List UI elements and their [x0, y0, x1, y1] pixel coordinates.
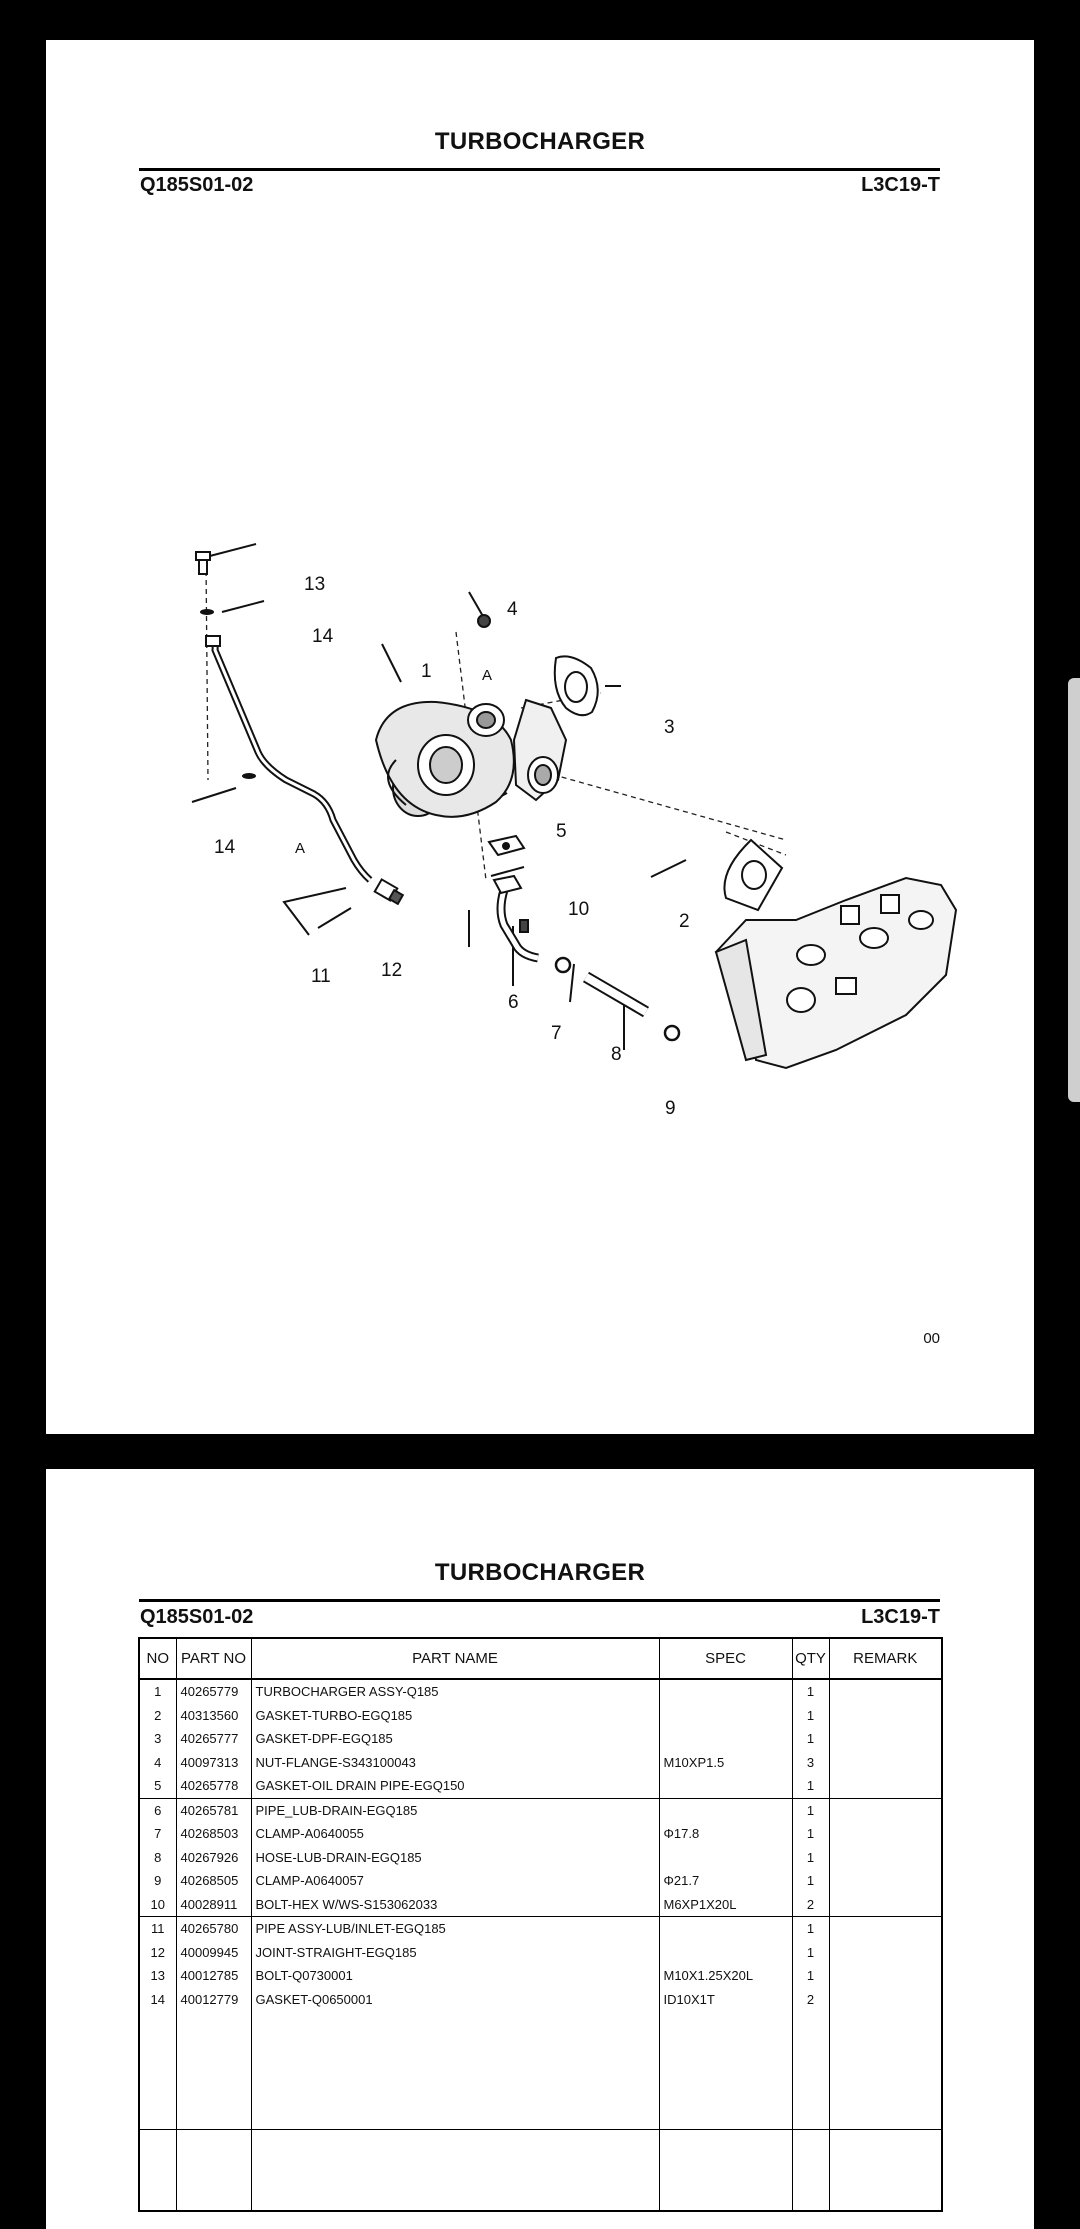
cell-remark — [829, 1893, 942, 1917]
cell-spec: M6XP1X20L — [659, 1893, 792, 1917]
cell-part-no: 40028911 — [176, 1893, 251, 1917]
cell-part-no: 40313560 — [176, 1704, 251, 1728]
cell-remark — [829, 1964, 942, 1988]
cell-remark — [829, 1774, 942, 1798]
cell-remark — [829, 1869, 942, 1893]
cell-part-no: 40265778 — [176, 1774, 251, 1798]
cell-empty — [176, 2130, 251, 2212]
cell-no: 8 — [139, 1846, 176, 1870]
cell-empty — [792, 2130, 829, 2212]
callout-8: 8 — [611, 1044, 622, 1065]
page-title: TURBOCHARGER — [434, 1559, 646, 1586]
cell-remark — [829, 1704, 942, 1728]
leader-line — [469, 592, 484, 618]
cell-qty: 1 — [792, 1846, 829, 1870]
cell-part-name: CLAMP-A0640055 — [251, 1822, 659, 1846]
callout-13: 13 — [304, 574, 326, 595]
gasket-turbo-hole — [742, 861, 766, 889]
cell-no: 6 — [139, 1798, 176, 1822]
cell-no: 2 — [139, 1704, 176, 1728]
cell-no: 5 — [139, 1774, 176, 1798]
hose-8-inner — [586, 977, 646, 1012]
cell-empty — [251, 2130, 659, 2212]
cell-qty: 1 — [792, 1941, 829, 1965]
cell-part-no: 40268505 — [176, 1869, 251, 1893]
table-row — [139, 1774, 942, 1798]
nut-4 — [478, 615, 490, 627]
cell-part-name: BOLT-Q0730001 — [251, 1964, 659, 1988]
callout-14b: 14 — [214, 837, 236, 858]
table-row — [139, 1917, 942, 1941]
leader-line — [651, 860, 686, 877]
table-header — [139, 1638, 942, 1679]
callout-4: 4 — [507, 599, 518, 620]
callout-14: 14 — [312, 626, 334, 647]
cell-remark — [829, 1846, 942, 1870]
cell-no: 12 — [139, 1941, 176, 1965]
callout-a: A — [482, 667, 493, 684]
parts-list-page — [46, 1469, 1034, 2229]
cell-qty: 1 — [792, 1869, 829, 1893]
col-header-no: NO — [139, 1638, 176, 1679]
cell-remark — [829, 1917, 942, 1941]
callout-7: 7 — [551, 1023, 562, 1044]
joint-12 — [375, 879, 403, 903]
leader-line — [222, 601, 264, 612]
cell-remark — [829, 1798, 942, 1822]
leader-line — [192, 788, 236, 802]
cell-qty: 1 — [792, 1964, 829, 1988]
cell-part-no: 40012779 — [176, 1988, 251, 2012]
cell-spec: M10XP1.5 — [659, 1751, 792, 1775]
callout-2: 2 — [679, 911, 690, 932]
callout-a2: A — [295, 840, 306, 857]
cell-empty — [139, 2011, 176, 2130]
cell-qty: 1 — [792, 1822, 829, 1846]
cell-spec: ID10X1T — [659, 1988, 792, 2012]
leader-line — [318, 908, 351, 928]
callout-9: 9 — [665, 1098, 676, 1119]
cell-part-no: 40097313 — [176, 1751, 251, 1775]
cell-part-no: 40265779 — [176, 1679, 251, 1704]
cell-remark — [829, 1727, 942, 1751]
inlet-pipe-banjo — [206, 636, 220, 646]
cell-qty: 1 — [792, 1798, 829, 1822]
callout-10: 10 — [568, 899, 590, 920]
cell-empty — [251, 2011, 659, 2130]
leader-line — [206, 544, 256, 557]
cell-remark — [829, 1988, 942, 2012]
cell-spec — [659, 1917, 792, 1941]
page-number: 00 — [923, 1330, 940, 1347]
turbocharger-1 — [376, 700, 566, 817]
cell-spec — [659, 1704, 792, 1728]
cell-remark — [829, 1751, 942, 1775]
col-header-remark: REMARK — [829, 1638, 942, 1679]
cell-spec: M10X1.25X20L — [659, 1964, 792, 1988]
cell-spec — [659, 1774, 792, 1798]
model-code-right: L3C19-T — [861, 1606, 940, 1628]
table-row — [139, 1704, 942, 1728]
table-row — [139, 1751, 942, 1775]
cell-part-name: HOSE-LUB-DRAIN-EGQ185 — [251, 1846, 659, 1870]
cell-empty — [176, 2011, 251, 2130]
table-row — [139, 1869, 942, 1893]
col-header-spec: SPEC — [659, 1638, 792, 1679]
cell-part-name: GASKET-Q0650001 — [251, 1988, 659, 2012]
callout-3: 3 — [664, 717, 675, 738]
page-title: TURBOCHARGER — [434, 128, 646, 155]
callout-12: 12 — [381, 960, 403, 981]
diagram-page — [46, 40, 1034, 1434]
bolt-13 — [196, 552, 210, 574]
callout-6: 6 — [508, 992, 519, 1013]
drain-pipe-flange — [494, 876, 521, 893]
table-row — [139, 1846, 942, 1870]
cell-part-no: 40265777 — [176, 1727, 251, 1751]
cell-qty: 1 — [792, 1679, 829, 1704]
cell-part-name: GASKET-OIL DRAIN PIPE-EGQ150 — [251, 1774, 659, 1798]
leader-line — [284, 888, 346, 935]
cell-no: 11 — [139, 1917, 176, 1941]
cell-qty: 1 — [792, 1774, 829, 1798]
cell-no: 3 — [139, 1727, 176, 1751]
cell-empty — [829, 2011, 942, 2130]
col-header-part-no: PART NO — [176, 1638, 251, 1679]
table-row — [139, 1964, 942, 1988]
cell-qty: 1 — [792, 1917, 829, 1941]
table-row — [139, 1798, 942, 1822]
model-code-left: Q185S01-02 — [140, 174, 254, 196]
cell-qty: 2 — [792, 1893, 829, 1917]
gasket-14 — [200, 609, 214, 615]
cell-spec — [659, 1679, 792, 1704]
table-row — [139, 1893, 942, 1917]
clamp-7 — [556, 958, 570, 972]
cell-no: 13 — [139, 1964, 176, 1988]
table-row-empty — [139, 2011, 942, 2130]
cell-qty: 2 — [792, 1988, 829, 2012]
cell-part-name: JOINT-STRAIGHT-EGQ185 — [251, 1941, 659, 1965]
leader-line — [570, 964, 574, 1002]
cell-part-name: BOLT-HEX W/WS-S153062033 — [251, 1893, 659, 1917]
cell-part-name: PIPE ASSY-LUB/INLET-EGQ185 — [251, 1917, 659, 1941]
cell-part-no: 40012785 — [176, 1964, 251, 1988]
cell-empty — [139, 2130, 176, 2212]
exploded-parts-diagram — [46, 40, 1034, 1434]
cell-part-name: CLAMP-A0640057 — [251, 1869, 659, 1893]
cell-qty: 1 — [792, 1727, 829, 1751]
model-code-left: Q185S01-02 — [140, 1606, 254, 1628]
cell-empty — [829, 2130, 942, 2212]
cell-part-no: 40268503 — [176, 1822, 251, 1846]
cell-part-no: 40267926 — [176, 1846, 251, 1870]
cell-part-name: NUT-FLANGE-S343100043 — [251, 1751, 659, 1775]
callout-1: 1 — [421, 661, 432, 682]
table-row — [139, 1727, 942, 1751]
cell-part-name: GASKET-TURBO-EGQ185 — [251, 1704, 659, 1728]
scrollbar-thumb[interactable] — [1068, 678, 1080, 1102]
cell-spec — [659, 1941, 792, 1965]
cell-part-no: 40265781 — [176, 1798, 251, 1822]
table-row — [139, 1822, 942, 1846]
cell-qty: 1 — [792, 1704, 829, 1728]
cell-no: 9 — [139, 1869, 176, 1893]
cell-part-name: TURBOCHARGER ASSY-Q185 — [251, 1679, 659, 1704]
assembly-line — [206, 562, 208, 780]
cell-empty — [659, 2011, 792, 2130]
col-header-part-name: PART NAME — [251, 1638, 659, 1679]
cell-spec — [659, 1727, 792, 1751]
cell-empty — [792, 2011, 829, 2130]
cell-spec — [659, 1846, 792, 1870]
cell-no: 1 — [139, 1679, 176, 1704]
clamp-9 — [665, 1026, 679, 1040]
cell-spec — [659, 1798, 792, 1822]
gasket-14 — [242, 773, 256, 779]
cell-remark — [829, 1822, 942, 1846]
leader-line — [491, 867, 524, 876]
cell-remark — [829, 1941, 942, 1965]
cell-no: 14 — [139, 1988, 176, 2012]
bolt-10 — [520, 920, 528, 932]
parts-table — [138, 1637, 943, 2212]
gasket-oil-drain-hole — [502, 842, 510, 850]
cell-qty: 3 — [792, 1751, 829, 1775]
cell-spec: Φ17.8 — [659, 1822, 792, 1846]
title-rule — [139, 1599, 940, 1602]
cell-part-no: 40265780 — [176, 1917, 251, 1941]
col-header-qty: QTY — [792, 1638, 829, 1679]
cell-no: 4 — [139, 1751, 176, 1775]
callout-5: 5 — [556, 821, 567, 842]
table-row-empty — [139, 2130, 942, 2212]
table-row — [139, 1679, 942, 1704]
table-row — [139, 1941, 942, 1965]
table-row — [139, 1988, 942, 2012]
cell-part-name: GASKET-DPF-EGQ185 — [251, 1727, 659, 1751]
cell-no: 10 — [139, 1893, 176, 1917]
callout-11: 11 — [311, 966, 331, 987]
cell-remark — [829, 1679, 942, 1704]
cell-part-no: 40009945 — [176, 1941, 251, 1965]
cell-no: 7 — [139, 1822, 176, 1846]
leader-line — [382, 644, 401, 682]
cell-empty — [659, 2130, 792, 2212]
model-code-right: L3C19-T — [861, 174, 940, 196]
gasket-dpf-hole — [565, 672, 587, 702]
cell-part-name: PIPE_LUB-DRAIN-EGQ185 — [251, 1798, 659, 1822]
cell-spec: Φ21.7 — [659, 1869, 792, 1893]
